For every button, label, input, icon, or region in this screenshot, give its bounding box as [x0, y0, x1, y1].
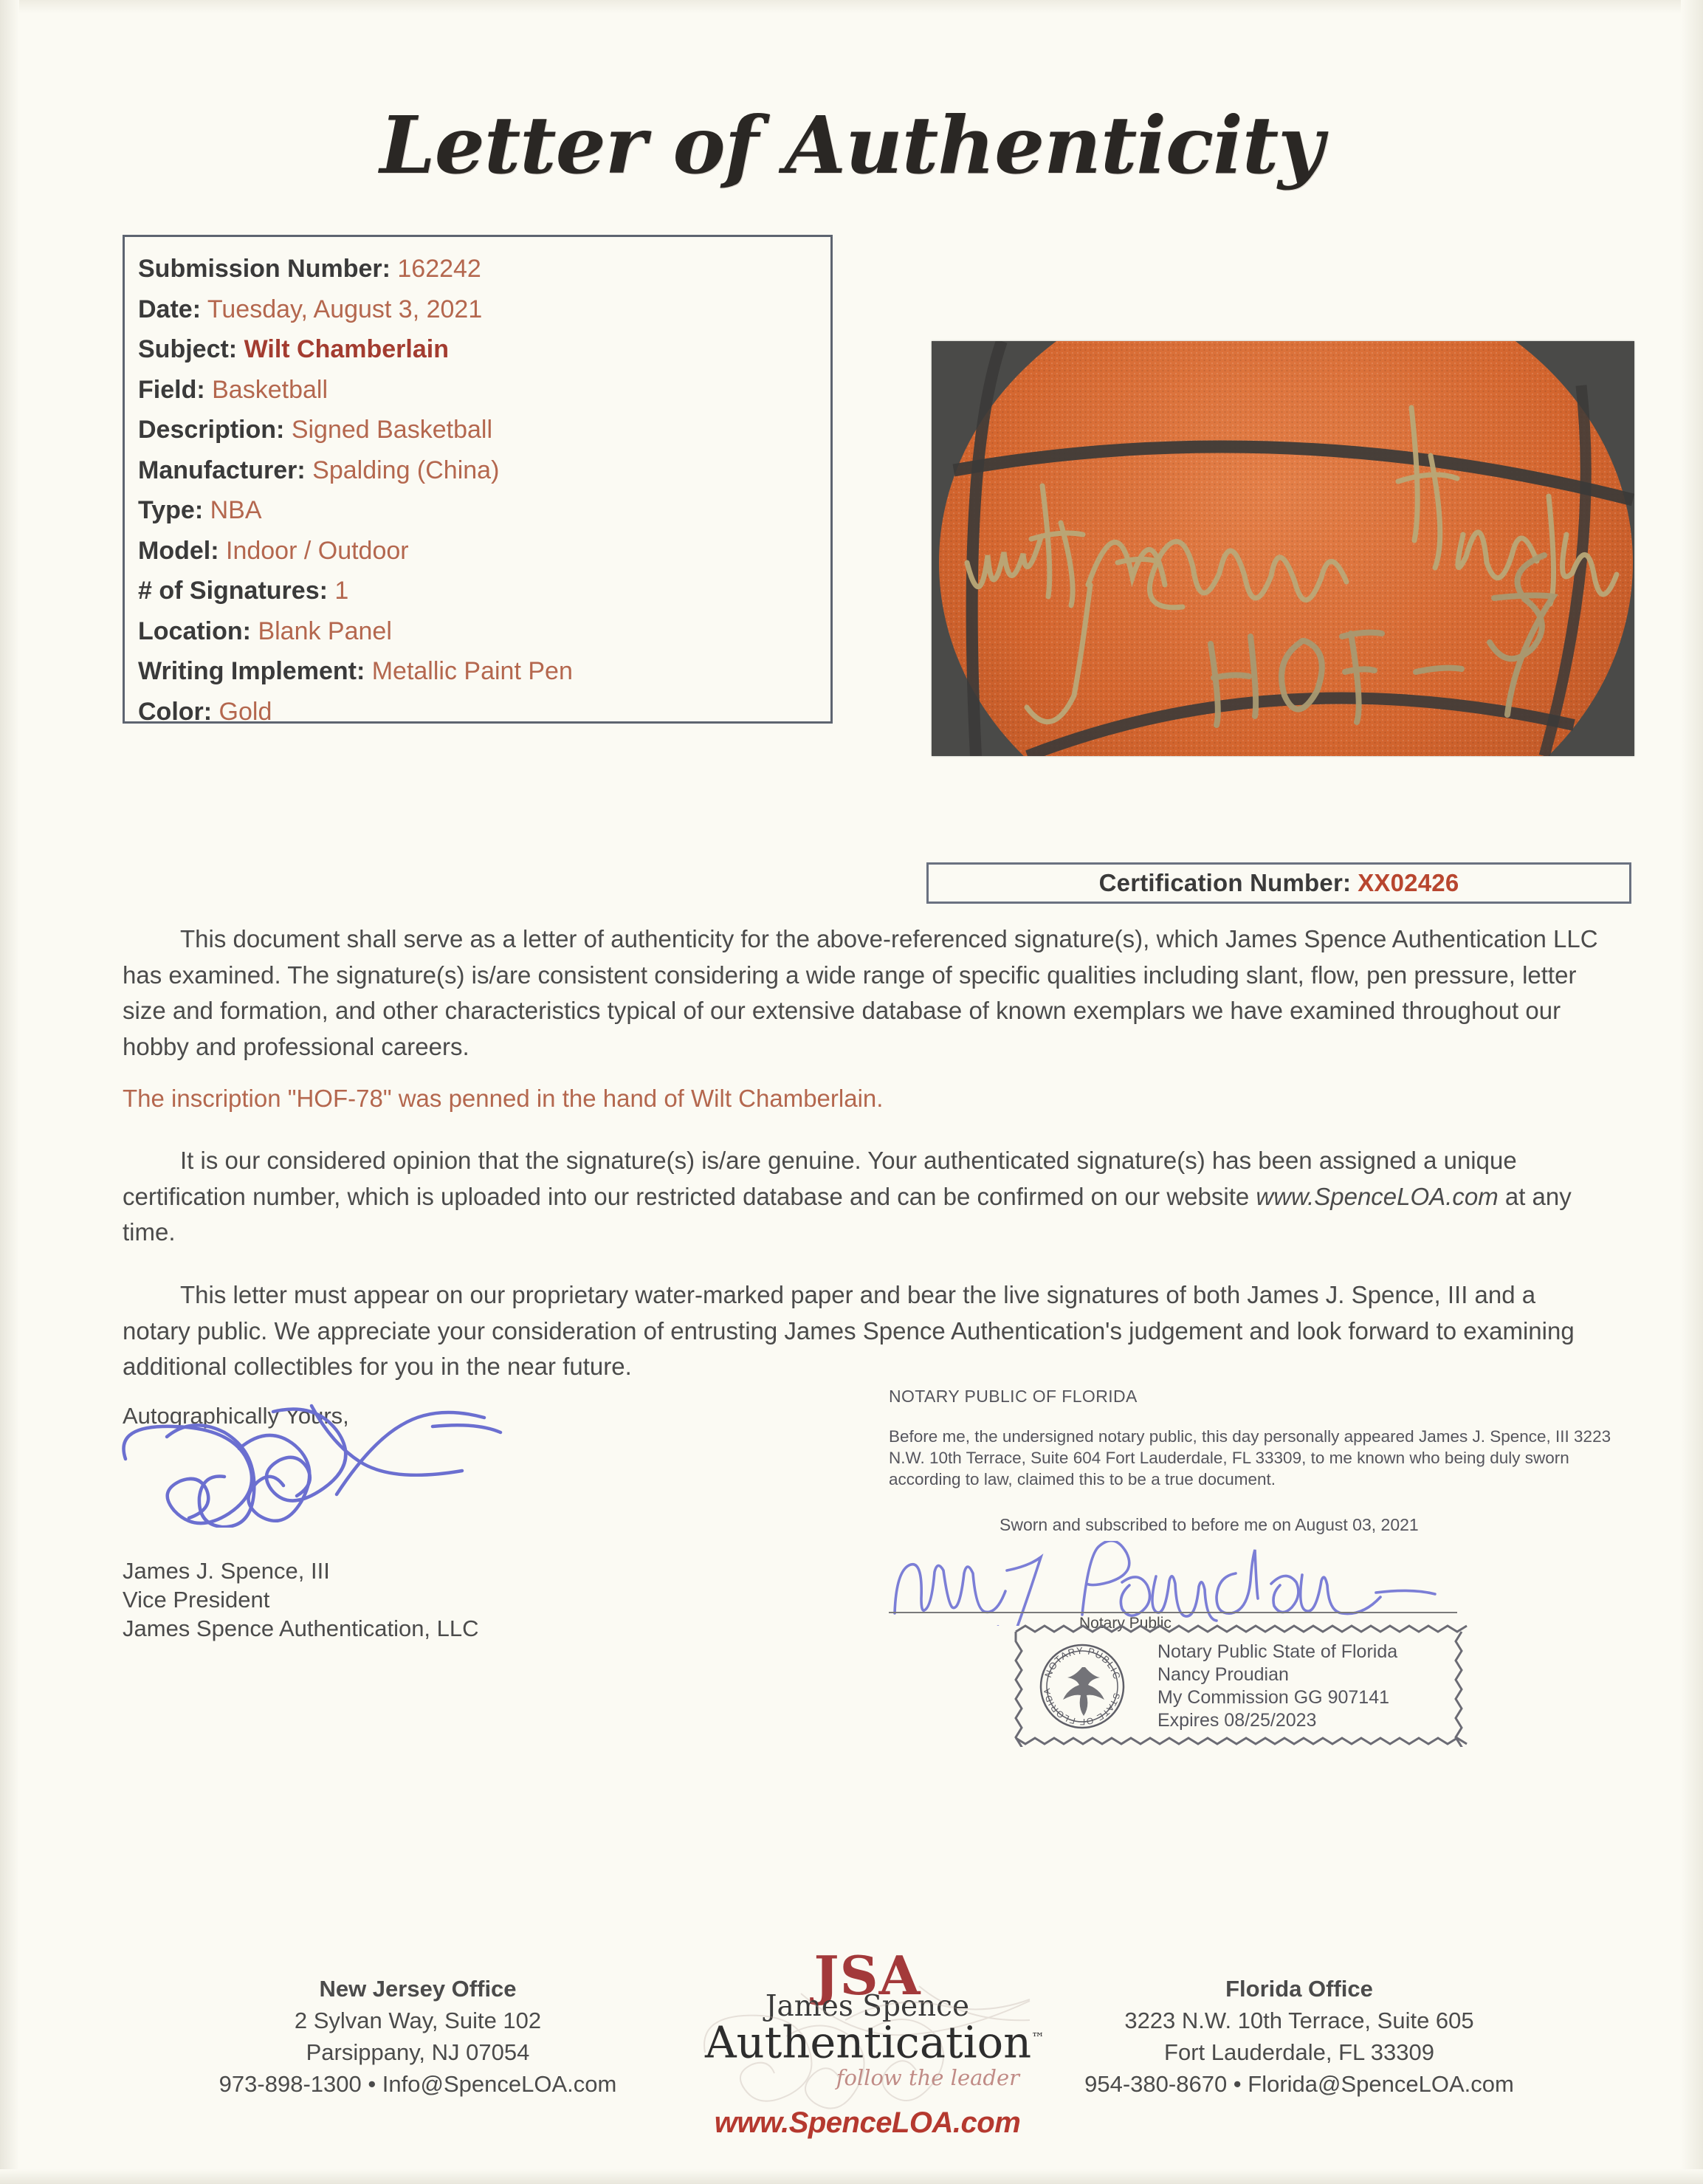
detail-label: Subject: [138, 335, 238, 363]
detail-label: Date: [138, 295, 202, 323]
submission-details-box [123, 235, 833, 724]
inscription-note: The inscription "HOF-78" was penned in the hand of Wilt Chamberlain. [123, 1085, 884, 1112]
page-title: Letter of Authenticity [379, 100, 1324, 192]
certification-number-bar [926, 862, 1631, 904]
notary-block [889, 1387, 1634, 1632]
detail-label: Submission Number: [138, 255, 391, 283]
nj-address-line-2: Parsippany, NJ 07054 [306, 2039, 530, 2065]
notary-signature-line-label: Notary Public [1079, 1615, 1172, 1632]
body-paragraph-3-text: This letter must appear on our proprietary water-marked paper and bear the live signatures of both James J. Spence, III and a notary public. We appreciate your consideration of entrusting James Spence Authentication's judgement and look forward to examining additional collectibles for you in the near future. [123, 1281, 1575, 1380]
detail-label: Writing Implement: [138, 657, 365, 685]
body-paragraph-1 [123, 921, 1599, 1065]
notary-heading: NOTARY PUBLIC OF FLORIDA [889, 1387, 1138, 1406]
certification-number-label: Certification Number: [1098, 869, 1352, 896]
detail-label: Model: [138, 536, 219, 565]
detail-value: Blank Panel [258, 617, 392, 645]
basketball-photo-illustration [932, 341, 1634, 756]
footer-office-new-jersey [137, 1973, 698, 2100]
notary-statement: Before me, the undersigned notary public, this day personally appeared James J. Spence, III 3223 N.W. 10th Terrace, Suite 604 Fort Lauderdale, FL 33309, to me known who being duly sworn according to law, claimed this to be a true document. [889, 1427, 1611, 1488]
detail-value: Tuesday, August 3, 2021 [207, 295, 483, 323]
notary-signature-line [889, 1612, 1457, 1613]
detail-label: Manufacturer: [138, 456, 306, 484]
stamp-line-1: Notary Public State of Florida [1157, 1641, 1398, 1662]
detail-label: Type: [138, 496, 204, 524]
jsa-name-line: James Spence [765, 1990, 970, 2023]
detail-value: Spalding (China) [312, 456, 500, 484]
detail-value: Metallic Paint Pen [371, 657, 573, 685]
detail-label: Description: [138, 416, 285, 444]
signature-name-block [123, 1556, 728, 1643]
detail-value: Indoor / Outdoor [226, 536, 409, 565]
jsa-wordmark-text: Authentication [705, 2016, 1032, 2068]
body-paragraph-1-text: This document shall serve as a letter of authenticity for the above-referenced signature(s), which James Spence Authentication LLC has examined. The signature(s) is/are consistent considering a wide range of specific qualities including slant, flow, pen pressure, letter size and formation, and other characteristics typical of our extensive database of known exemplars we have examined throughout our hobby and professional careers. [123, 925, 1598, 1060]
detail-row [138, 651, 830, 692]
stamp-line-2: Nancy Proudian [1157, 1664, 1289, 1685]
trademark-symbol: ™ [1031, 2030, 1045, 2046]
jsa-acronym: JSA [813, 1944, 921, 2007]
detail-row [138, 329, 830, 370]
notary-sworn-line: Sworn and subscribed to before me on August 03, 2021 [1000, 1515, 1419, 1534]
stamp-line-4: Expires 08/25/2023 [1157, 1710, 1317, 1731]
fl-office-name: Florida Office [1225, 1976, 1373, 2002]
detail-value: Basketball [212, 375, 328, 404]
jsa-logo [705, 1944, 1045, 2160]
footer-office-florida [1019, 1973, 1580, 2100]
signature-salutation: Autographically Yours, [123, 1403, 349, 1429]
fl-address-line-2: Fort Lauderdale, FL 33309 [1164, 2039, 1434, 2065]
seal-top-text-path: NOTARY PUBLIC [1042, 1644, 1124, 1681]
jsa-wordmark [705, 2016, 1045, 2068]
paper-edge-left [0, 0, 19, 2184]
nj-contact[interactable]: 973-898-1300 • Info@SpenceLOA.com [219, 2071, 617, 2097]
detail-value: 1 [334, 577, 349, 605]
detail-row [138, 370, 830, 411]
detail-value: Signed Basketball [291, 416, 492, 444]
paper-edge-bottom [0, 2169, 1703, 2184]
nj-office-name: New Jersey Office [319, 1976, 517, 2002]
notary-signature-area [889, 1544, 1590, 1632]
stamp-line-3: My Commission GG 907141 [1157, 1687, 1390, 1708]
fl-contact[interactable]: 954-380-8670 • Florida@SpenceLOA.com [1084, 2071, 1514, 2097]
signer-title: Vice President [123, 1587, 270, 1613]
body-paragraph-3 [123, 1277, 1599, 1385]
detail-label: # of Signatures: [138, 577, 328, 605]
detail-label: Field: [138, 375, 205, 404]
detail-value: Gold [219, 697, 272, 726]
paper-edge-top [0, 0, 1703, 13]
detail-row [138, 249, 830, 289]
fl-address-line-1: 3223 N.W. 10th Terrace, Suite 605 [1124, 2008, 1474, 2033]
detail-row [138, 450, 830, 491]
notary-stamp-text [1157, 1641, 1397, 1732]
detail-row [138, 692, 830, 732]
spenceloa-website-link[interactable]: www.SpenceLOA.com [1256, 1182, 1499, 1210]
detail-row [138, 490, 830, 531]
notary-stamp [1010, 1621, 1468, 1747]
detail-value: NBA [210, 496, 262, 524]
signer-name: James J. Spence, III [123, 1558, 330, 1584]
nj-address-line-1: 2 Sylvan Way, Suite 102 [294, 2008, 542, 2033]
detail-row [138, 410, 830, 450]
detail-row [138, 289, 830, 330]
authenticator-signature-block [123, 1403, 728, 1643]
body-paragraph-2-text-part-2: at any time. [123, 1182, 1572, 1246]
jsa-website-url[interactable]: www.SpenceLOA.com [714, 2106, 1021, 2139]
paper-edge-right [1681, 0, 1703, 2184]
body-paragraph-2-text-part-1: It is our considered opinion that the signature(s) is/are genuine. Your authenticated signature(s) has been assigned a unique certification number, which is uploaded into our restricted database and can be confirmed on our website [123, 1147, 1517, 1210]
detail-value: 162242 [397, 255, 481, 283]
seal-bottom-text-path: STATE OF FLORIDA [1041, 1686, 1122, 1728]
detail-label: Location: [138, 617, 251, 645]
certification-number-value: XX02426 [1358, 869, 1459, 896]
detail-label: Color: [138, 697, 213, 726]
signed-item-photo [932, 341, 1634, 756]
detail-row [138, 611, 830, 652]
detail-row [138, 531, 830, 571]
signer-company: James Spence Authentication, LLC [123, 1615, 479, 1641]
detail-row [138, 571, 830, 611]
detail-value: Wilt Chamberlain [244, 335, 449, 363]
body-paragraph-2 [123, 1143, 1599, 1251]
jsa-tagline: follow the leader [836, 2064, 1019, 2090]
